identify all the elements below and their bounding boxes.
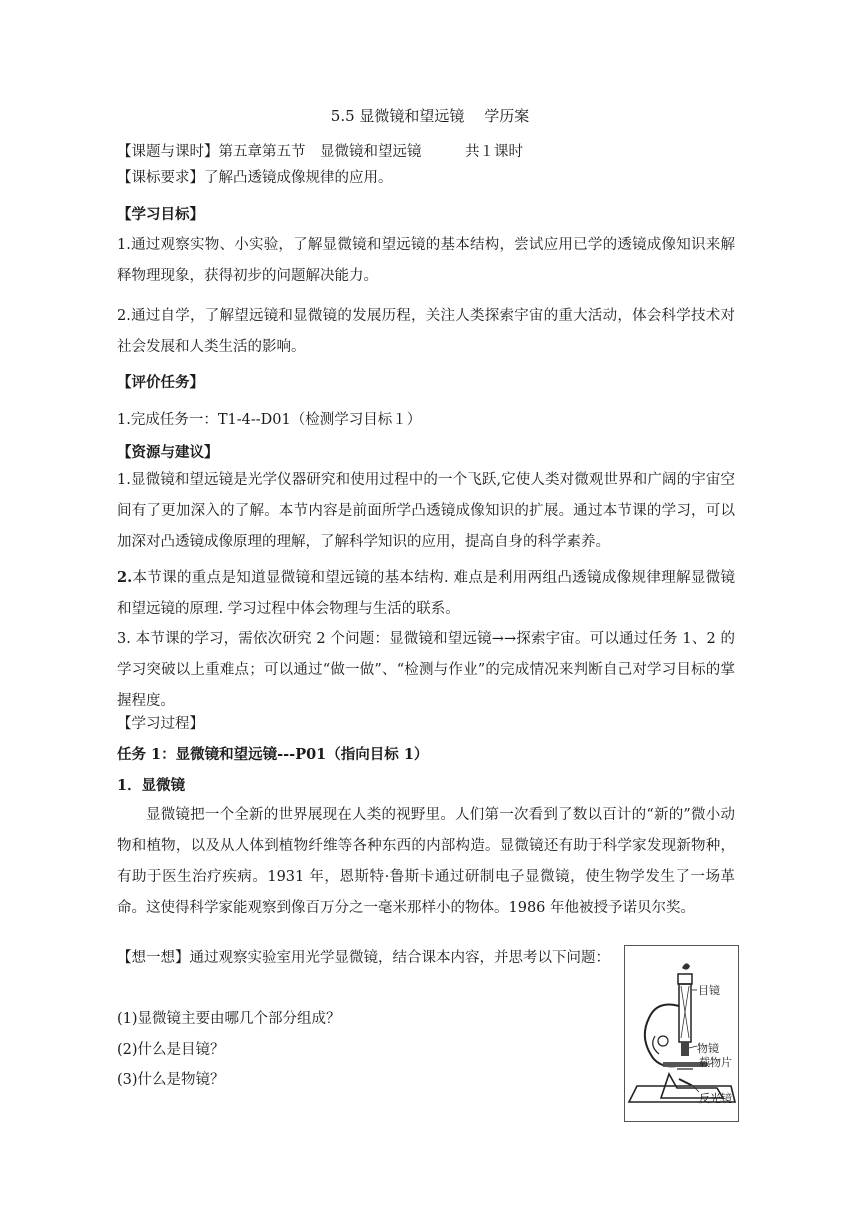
resource-item-2-number: 2.: [117, 569, 133, 586]
microscope-body: 显微镜把一个全新的世界展现在人类的视野里。人们第一次看到了数以百计的“新的”微小动物和植物，以及从人体到植物纤维等各种东西的内部构造。显微镜还有助于科学家发现新物种，有助于医生治疗疾病。1931 年，恩斯特·鲁斯卡通过研制电子显微镜，使生物学发生了一场革命。这使得科学家能观察到像百万分之一毫米那样小的物体。1986 年他被授予诺贝尔奖。: [117, 807, 735, 916]
label-mirror: 反光镜: [699, 1092, 732, 1105]
question-2: (2)什么是目镜？: [117, 1042, 225, 1058]
microscope-figure: [624, 945, 739, 1122]
resource-item-1: 1.显微镜和望远镜是光学仪器研究和使用过程中的一个飞跃,它使人类对微观世界和广阔的宇宙空间有了更加深入的了解。本节内容是前面所学凸透镜成像知识的扩展。通过本节课的学习，可以加深对凸透镜成像原理的理解，了解科学知识的应用，提高自身的科学素养。: [117, 472, 735, 550]
course-info: 【课题与课时】第五章第五节 显微镜和望远镜 共１课时: [117, 144, 523, 160]
course-standard: 【课标要求】了解凸透镜成像规律的应用。: [117, 170, 393, 186]
task1-heading: 任务 1：显微镜和望远镜---P01（指向目标 1）: [117, 746, 429, 763]
microscope-subheading: 1．显微镜: [117, 777, 186, 794]
question-1: (1)显微镜主要由哪几个部分组成？: [117, 1011, 341, 1027]
question-3: (3)什么是物镜？: [117, 1072, 225, 1088]
objective-item-1: 1.通过观察实物、小实验，了解显微镜和望远镜的基本结构，尝试应用已学的透镜成像知识来解释物理现象，获得初步的问题解决能力。: [117, 237, 735, 284]
label-eyepiece: 目镜: [698, 984, 720, 997]
resource-item-2-text: 本节课的重点是知道显微镜和望远镜的基本结构. 难点是利用两组凸透镜成像规律理解显微镜和望远镜的原理. 学习过程中体会物理与生活的联系。: [117, 570, 735, 617]
resource-item-2: [117, 562, 735, 625]
resources-heading: 【资源与建议】: [117, 444, 219, 461]
label-objective: 物镜: [697, 1042, 719, 1055]
objective-item-2: 2.通过自学，了解望远镜和显微镜的发展历程，关注人类探索宇宙的重大活动，体会科学技术对社会发展和人类生活的影响。: [117, 308, 735, 355]
evaluation-item-1: 1.完成任务一：T1-4--D01（检测学习目标１）: [117, 412, 422, 428]
label-stage: 载物片: [699, 1056, 732, 1069]
think-prompt: 【想一想】通过观察实验室用光学显微镜，结合课本内容，并思考以下问题：: [117, 950, 610, 966]
process-heading: 【学习过程】: [117, 716, 204, 732]
resource-item-3: 3. 本节课的学习，需依次研究 2 个问题：显微镜和望远镜→→探索宇宙。可以通过任务 1、2 的学习突破以上重难点；可以通过“做一做”、“检测与作业”的完成情况来判断自己对学习目标的掌握程度。: [117, 631, 735, 709]
page-title: 5.5 显微镜和望远镜 学历案: [330, 107, 530, 125]
evaluation-heading: 【评价任务】: [117, 374, 204, 391]
objectives-heading: 【学习目标】: [117, 206, 204, 223]
